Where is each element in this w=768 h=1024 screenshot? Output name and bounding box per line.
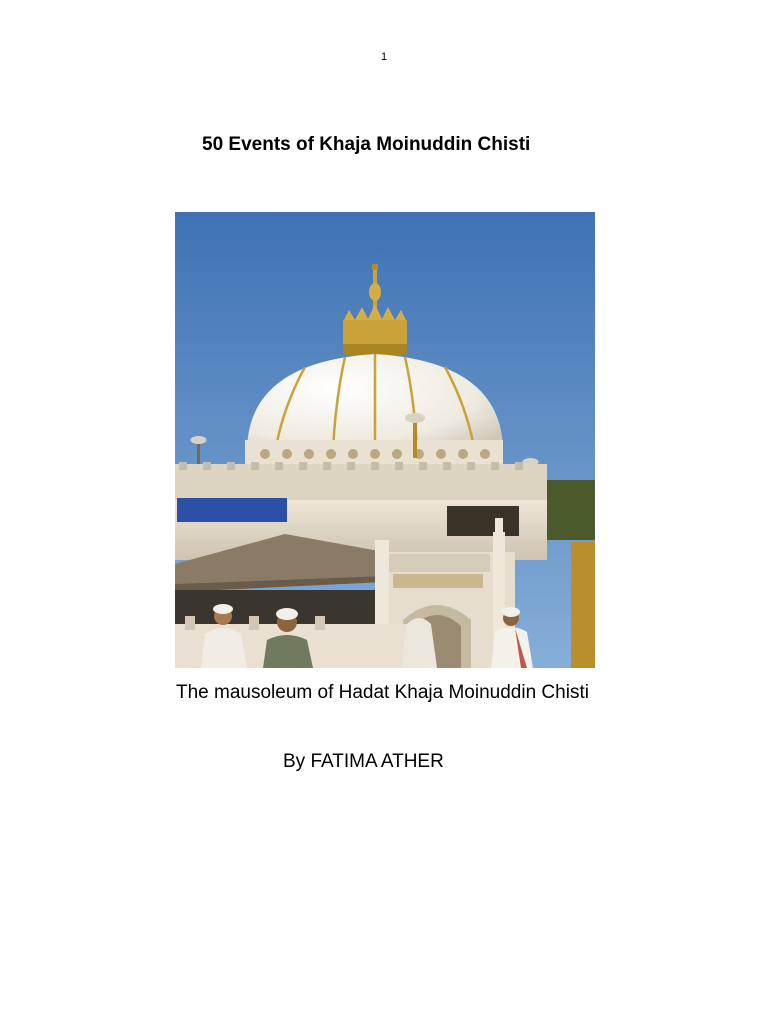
curtain [571,542,595,668]
page-number: 1 [380,51,388,63]
mausoleum-photo [175,212,595,668]
parapet-crenels [179,462,523,470]
author-byline: By FATIMA ATHER [283,751,444,772]
document-title: 50 Events of Khaja Moinuddin Chisti [202,134,531,155]
photo-caption: The mausoleum of Hadat Khaja Moinuddin Chisti [176,682,589,703]
inscription-panel [447,506,519,536]
blue-tile-band [177,498,287,522]
